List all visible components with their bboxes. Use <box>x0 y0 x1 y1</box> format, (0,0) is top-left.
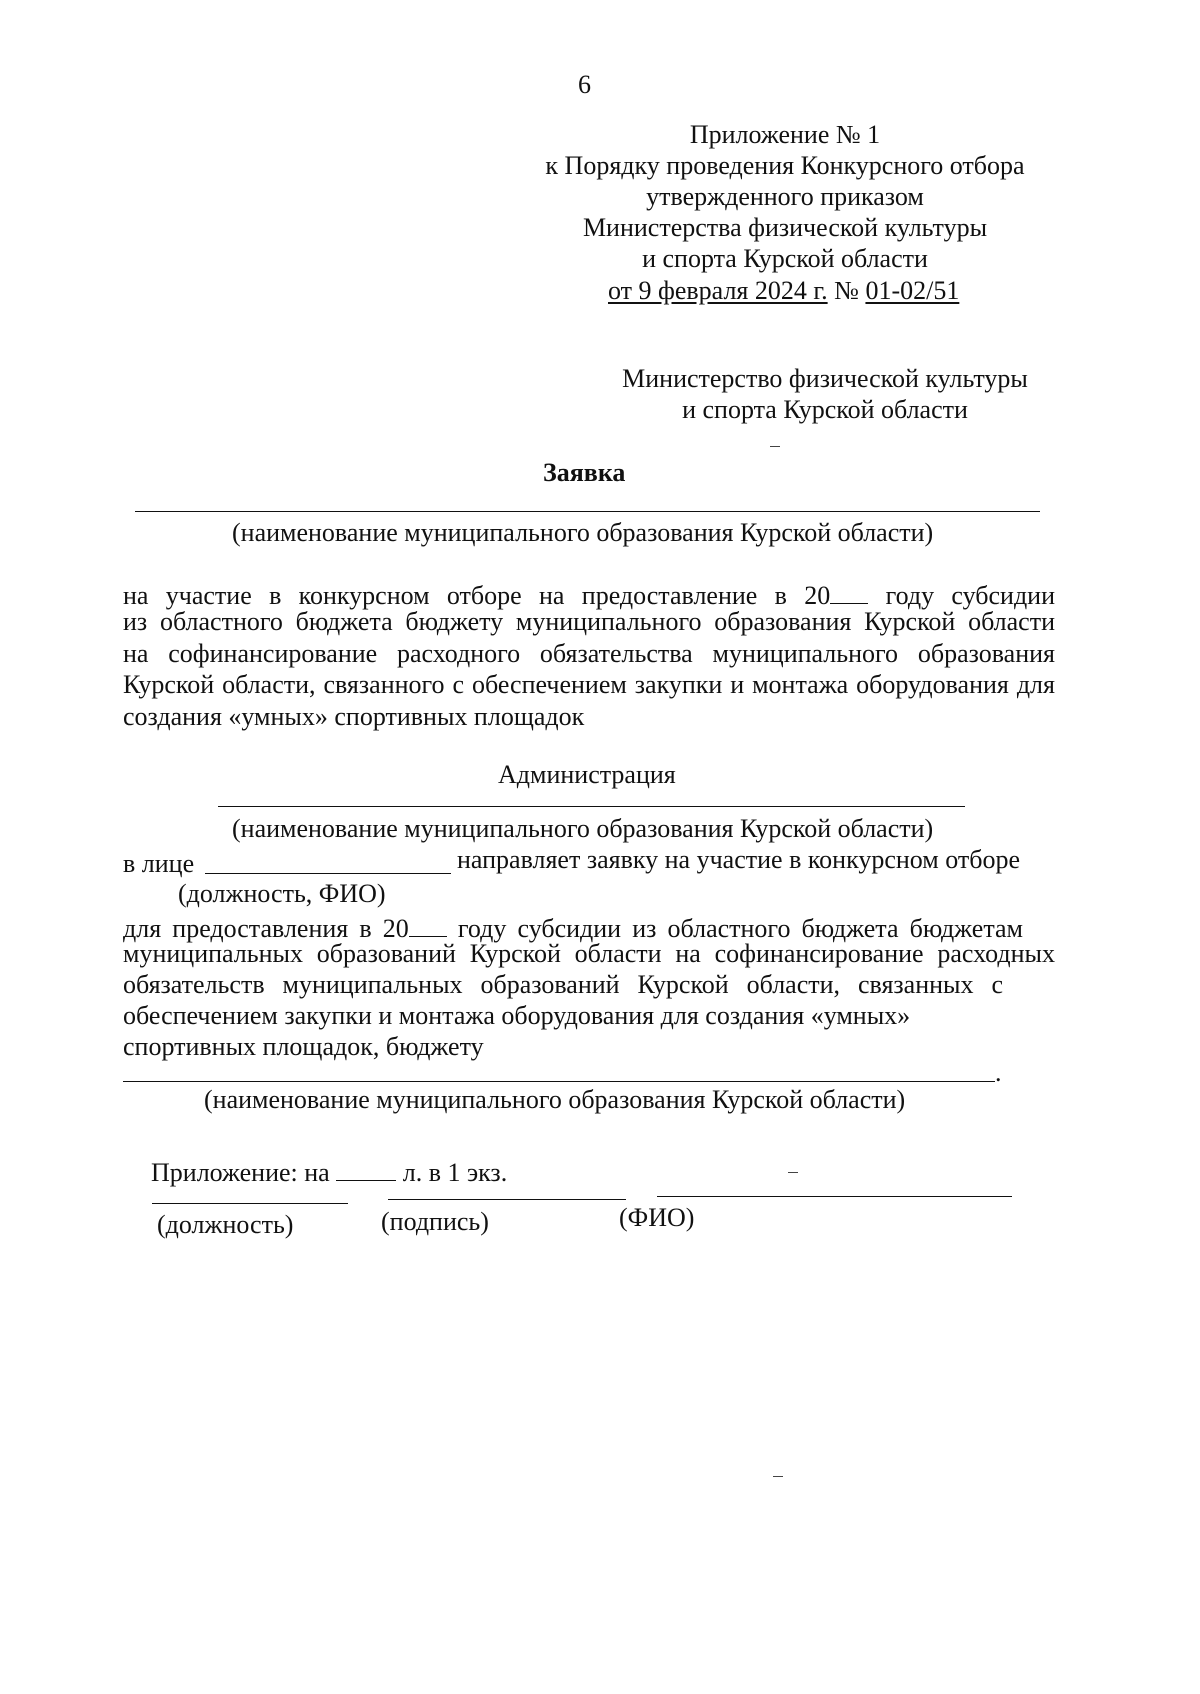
paragraph1-line-5: создания «умных» спортивных площадок <box>123 702 585 731</box>
fio-signature-line <box>657 1196 1012 1197</box>
budget-fill-line <box>123 1081 995 1082</box>
p2-line1-part2: году субсидии из областного бюджета бюджетам <box>457 914 1024 943</box>
paragraph1-line-3: на софинансирование расходного обязательства муниципального образования <box>123 639 1055 668</box>
pages-blank <box>336 1154 396 1181</box>
appendix-line-4: и спорта Курской области <box>642 244 928 273</box>
year-blank <box>830 577 868 604</box>
paragraph1-line-1 <box>123 577 1055 609</box>
budget-period: . <box>995 1058 1002 1087</box>
fio-label: (ФИО) <box>619 1203 695 1232</box>
paragraph1-line-4: Курской области, связанного с обеспечением закупки и монтажа оборудования для <box>123 670 1055 699</box>
document-title: Заявка <box>543 458 626 487</box>
municipality-fill-line <box>135 511 1040 512</box>
p1-line1-part2: году субсидии <box>885 581 1056 610</box>
position-fio-caption: (должность, ФИО) <box>178 879 386 908</box>
municipality-caption-2: (наименование муниципального образования Курской области) <box>232 814 934 843</box>
attachment-suffix: л. в 1 экз. <box>402 1158 508 1187</box>
sign-label: (подпись) <box>381 1207 489 1236</box>
p1-line1-part1: на участие в конкурсном отборе на предоставление в 20 <box>123 581 831 610</box>
year-blank-2 <box>409 910 447 937</box>
in-person-label: в лице <box>123 849 195 878</box>
paragraph2-line-5: спортивных площадок, бюджету <box>123 1032 484 1061</box>
appendix-line-2: утвержденного приказом <box>646 182 924 211</box>
attachment-line <box>151 1154 507 1186</box>
submits-text: направляет заявку на участие в конкурсном отборе <box>457 845 1021 874</box>
paragraph2-line-3: обязательств муниципальных образований Курской области, связанных с <box>123 970 1003 999</box>
addressee-line-2: и спорта Курской области <box>682 395 968 424</box>
order-date: от 9 февраля 2024 г. <box>608 276 828 305</box>
addressee-line-1: Министерство физической культуры <box>622 364 1028 393</box>
paragraph2-line-2: муниципальных образований Курской области на софинансирование расходных <box>123 939 1055 968</box>
administration-fill-line <box>218 806 965 807</box>
order-number-sign: № <box>834 276 859 305</box>
sign-signature-line <box>388 1199 626 1200</box>
municipality-caption: (наименование муниципального образования Курской области) <box>232 518 934 547</box>
position-signature-line <box>152 1203 348 1204</box>
position-label: (должность) <box>157 1210 294 1239</box>
scan-mark-2 <box>788 1172 798 1173</box>
appendix-line-1: к Порядку проведения Конкурсного отбора <box>545 151 1025 180</box>
position-fio-fill-line <box>205 873 451 874</box>
order-number: 01-02/51 <box>865 276 960 305</box>
paragraph2-line-1 <box>123 910 1023 942</box>
paragraph1-line-2: из областного бюджета бюджету муниципального образования Курской области <box>123 607 1055 636</box>
municipality-caption-3: (наименование муниципального образования Курской области) <box>204 1085 906 1114</box>
appendix-order-line <box>608 278 959 304</box>
p2-line1-part1: для предоставления в 20 <box>123 914 409 943</box>
paragraph2-line-4: обеспечением закупки и монтажа оборудования для создания «умных» <box>123 1001 911 1030</box>
attachment-prefix: Приложение: на <box>151 1158 330 1187</box>
scan-mark <box>770 446 780 447</box>
appendix-title: Приложение № 1 <box>689 120 881 149</box>
administration-label: Администрация <box>498 760 676 789</box>
appendix-line-3: Министерства физической культуры <box>582 213 988 242</box>
page-number: 6 <box>578 70 591 99</box>
scan-mark-3 <box>773 1476 783 1477</box>
